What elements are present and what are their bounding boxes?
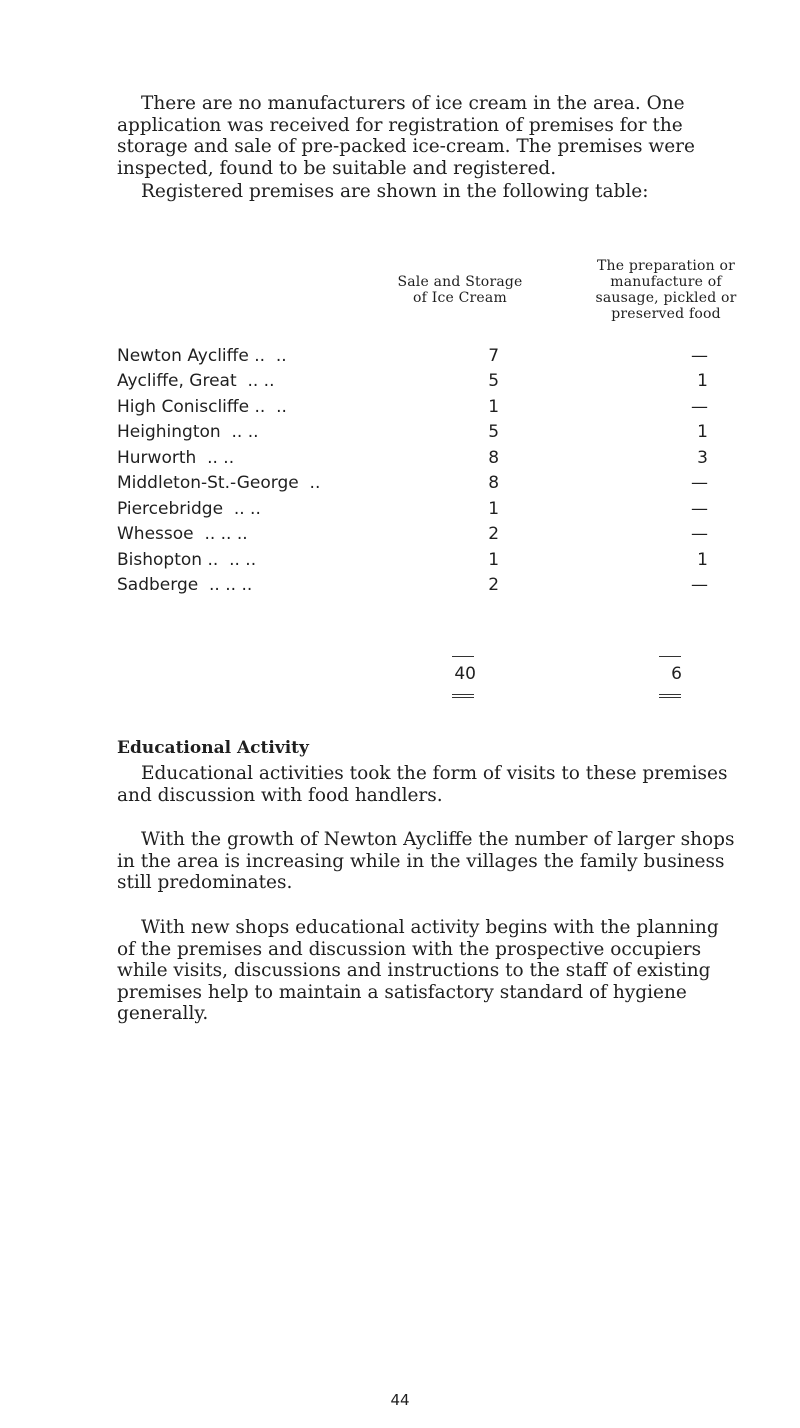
table-row	[117, 471, 800, 497]
page-number: 44	[390, 1391, 410, 1409]
total-sale-storage: 40	[454, 664, 476, 684]
table-intro-text: Registered premises are shown in the following table:	[141, 181, 649, 202]
sale-storage-count: 2	[488, 575, 500, 596]
section-heading: Educational Activity	[117, 738, 309, 758]
intro-paragraph: There are no manufacturers of ice cream in the area. One application was received for registration of premises for the storage and sale of pre-packed ice-cream. The premises were inspected, found to be suitable and registered.	[117, 93, 695, 179]
premises-name: Aycliffe, Great .. ..	[117, 371, 275, 392]
table-row	[117, 369, 800, 395]
sale-storage-count: 5	[488, 422, 500, 443]
sale-storage-count: 1	[488, 498, 500, 519]
column-header-line: manufacture of	[610, 274, 722, 290]
column-header-line: Sale and Storage	[397, 274, 523, 290]
premises-name: Piercebridge .. ..	[117, 498, 261, 519]
column-header-line: preserved food	[611, 306, 721, 322]
educational-paragraph: With the growth of Newton Aycliffe the number of larger shops in the area is increasing while in the villages the family business still predominates.	[117, 829, 735, 893]
sale-storage-count: 5	[488, 371, 500, 392]
preparation-count: 1	[697, 422, 708, 443]
preparation-count: 3	[697, 447, 708, 468]
table-row	[117, 343, 800, 369]
sale-storage-count: 8	[488, 447, 500, 468]
registered-premises-table	[117, 343, 800, 598]
total-double-rule-sale	[452, 697, 474, 698]
table-row	[117, 496, 800, 522]
premises-name: Heighington .. ..	[117, 422, 259, 443]
sale-storage-count: 2	[488, 524, 500, 545]
table-row	[117, 573, 800, 599]
total-top-rule-sale	[452, 656, 474, 657]
sale-storage-count: 7	[488, 345, 500, 366]
preparation-count: —	[691, 345, 708, 366]
sale-storage-count: 8	[488, 473, 500, 494]
total-double-rule-prep	[659, 697, 681, 698]
preparation-count: 1	[697, 549, 708, 570]
column-header-sale-storage	[360, 274, 560, 306]
column-header-line: The preparation or	[596, 258, 736, 274]
premises-name: Middleton-St.-George ..	[117, 473, 321, 494]
preparation-count: —	[691, 498, 708, 519]
total-double-rule-sale	[452, 694, 474, 695]
preparation-count: —	[691, 473, 708, 494]
table-row	[117, 420, 800, 446]
column-header-preparation	[556, 258, 776, 322]
table-row	[117, 445, 800, 471]
premises-name: Newton Aycliffe .. ..	[117, 345, 287, 366]
preparation-count: 1	[697, 371, 708, 392]
total-preparation: 6	[671, 664, 682, 684]
preparation-count: —	[691, 524, 708, 545]
premises-name: Bishopton .. .. ..	[117, 549, 257, 570]
table-row	[117, 547, 800, 573]
educational-paragraph: With new shops educational activity begins with the planning of the premises and discussion with the prospective occupiers while visits, discussions and instructions to the staff of existing premises help to maintain a satisfactory standard of hygiene generally.	[117, 917, 719, 1024]
table-row	[117, 522, 800, 548]
column-header-line: of Ice Cream	[413, 290, 507, 306]
sale-storage-count: 1	[488, 549, 500, 570]
sale-storage-count: 1	[488, 396, 500, 417]
premises-name: High Coniscliffe .. ..	[117, 396, 287, 417]
preparation-count: —	[691, 575, 708, 596]
column-header-line: sausage, pickled or	[595, 290, 737, 306]
premises-name: Sadberge .. .. ..	[117, 575, 253, 596]
total-top-rule-prep	[659, 656, 681, 657]
total-double-rule-prep	[659, 694, 681, 695]
educational-paragraph: Educational activities took the form of visits to these premises and discussion with food handlers.	[117, 763, 728, 806]
premises-name: Hurworth .. ..	[117, 447, 235, 468]
preparation-count: —	[691, 396, 708, 417]
premises-name: Whessoe .. .. ..	[117, 524, 248, 545]
table-row	[117, 394, 800, 420]
